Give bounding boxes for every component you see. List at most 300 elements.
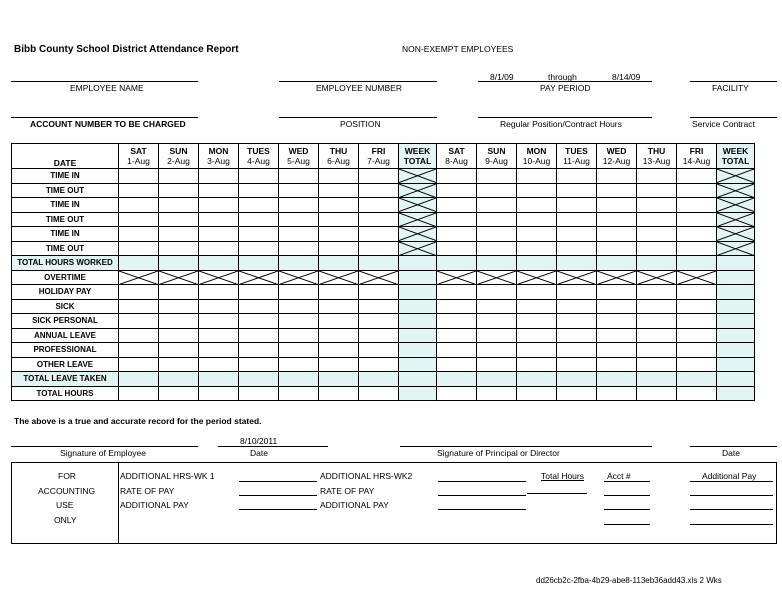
hours-cell[interactable] xyxy=(119,169,159,184)
hours-cell[interactable] xyxy=(477,299,517,314)
hours-cell[interactable] xyxy=(279,169,319,184)
hours-cell[interactable] xyxy=(677,372,717,387)
hours-cell[interactable] xyxy=(239,372,279,387)
hours-cell[interactable] xyxy=(199,241,239,256)
hours-cell[interactable] xyxy=(597,372,637,387)
hours-cell[interactable] xyxy=(637,328,677,343)
hours-cell[interactable] xyxy=(159,256,199,271)
hours-cell[interactable] xyxy=(119,314,159,329)
hours-cell[interactable] xyxy=(637,299,677,314)
hours-cell[interactable] xyxy=(119,227,159,242)
hours-cell[interactable] xyxy=(677,227,717,242)
hours-cell[interactable] xyxy=(359,169,399,184)
hours-cell[interactable] xyxy=(279,372,319,387)
hours-cell[interactable] xyxy=(319,227,359,242)
crossed-cell xyxy=(637,270,677,285)
hours-cell[interactable] xyxy=(597,198,637,213)
hours-cell[interactable] xyxy=(597,256,637,271)
hours-cell[interactable] xyxy=(597,285,637,300)
hours-cell[interactable] xyxy=(359,299,399,314)
hours-cell[interactable] xyxy=(597,299,637,314)
hours-cell[interactable] xyxy=(159,343,199,358)
grid-row xyxy=(12,285,755,300)
hours-cell[interactable] xyxy=(517,169,557,184)
rate-of-pay-2-line[interactable] xyxy=(438,495,526,496)
grid-row xyxy=(12,299,755,314)
hours-cell[interactable] xyxy=(477,328,517,343)
hours-cell[interactable] xyxy=(557,241,597,256)
week-total-cell[interactable] xyxy=(399,256,437,271)
hours-cell[interactable] xyxy=(239,183,279,198)
additional-pay-2-label: ADDITIONAL PAY xyxy=(320,500,389,510)
hours-cell[interactable] xyxy=(359,241,399,256)
employee-signature-line[interactable] xyxy=(11,446,198,447)
hours-cell[interactable] xyxy=(437,343,477,358)
hours-cell[interactable] xyxy=(239,241,279,256)
employee-name-line[interactable] xyxy=(11,81,198,82)
hours-cell[interactable] xyxy=(159,169,199,184)
hours-cell[interactable] xyxy=(359,372,399,387)
hours-cell[interactable] xyxy=(119,198,159,213)
hours-cell[interactable] xyxy=(119,241,159,256)
grid-row xyxy=(12,198,755,213)
hours-cell[interactable] xyxy=(637,241,677,256)
week-total-cell[interactable] xyxy=(717,270,755,285)
hours-cell[interactable] xyxy=(279,227,319,242)
hours-cell[interactable] xyxy=(597,314,637,329)
hours-cell[interactable] xyxy=(319,285,359,300)
hours-cell[interactable] xyxy=(239,299,279,314)
hours-cell[interactable] xyxy=(517,227,557,242)
week-total-cell[interactable] xyxy=(717,386,755,401)
hours-cell[interactable] xyxy=(637,212,677,227)
hours-cell[interactable] xyxy=(239,256,279,271)
week-total-cell[interactable] xyxy=(399,314,437,329)
crossed-cell xyxy=(557,270,597,285)
hours-cell[interactable] xyxy=(319,314,359,329)
hours-cell[interactable] xyxy=(119,183,159,198)
hours-cell[interactable] xyxy=(239,285,279,300)
crossed-cell xyxy=(717,227,755,242)
position-label: POSITION xyxy=(340,119,381,129)
day-date: 7-Aug xyxy=(367,156,390,166)
hours-cell[interactable] xyxy=(677,299,717,314)
hours-cell[interactable] xyxy=(359,198,399,213)
hours-cell[interactable] xyxy=(279,299,319,314)
hours-cell[interactable] xyxy=(119,372,159,387)
hours-cell[interactable] xyxy=(637,183,677,198)
row-label: TIME IN xyxy=(12,198,119,213)
hours-cell[interactable] xyxy=(597,357,637,372)
hours-cell[interactable] xyxy=(677,386,717,401)
week-total-cell[interactable] xyxy=(717,314,755,329)
hours-cell[interactable] xyxy=(159,285,199,300)
hours-cell[interactable] xyxy=(239,227,279,242)
hours-cell[interactable] xyxy=(279,183,319,198)
day-date: 3-Aug xyxy=(207,156,230,166)
day-header xyxy=(239,144,279,169)
additional-hrs-wk2-line[interactable] xyxy=(438,481,526,482)
hours-cell[interactable] xyxy=(359,357,399,372)
hours-cell[interactable] xyxy=(199,256,239,271)
hours-cell[interactable] xyxy=(597,227,637,242)
hours-cell[interactable] xyxy=(359,328,399,343)
hours-cell[interactable] xyxy=(319,256,359,271)
hours-cell[interactable] xyxy=(199,372,239,387)
hours-cell[interactable] xyxy=(159,183,199,198)
hours-cell[interactable] xyxy=(677,183,717,198)
hours-cell[interactable] xyxy=(279,256,319,271)
hours-cell[interactable] xyxy=(319,241,359,256)
hours-cell[interactable] xyxy=(477,372,517,387)
hours-cell[interactable] xyxy=(637,227,677,242)
additional-pay-line-2[interactable] xyxy=(690,495,773,496)
week-total-cell[interactable] xyxy=(399,372,437,387)
pay-period-start: 8/1/09 xyxy=(490,72,514,82)
hours-cell[interactable] xyxy=(119,212,159,227)
day-header xyxy=(597,144,637,169)
hours-cell[interactable] xyxy=(557,285,597,300)
employee-date-line[interactable] xyxy=(218,446,328,447)
hours-cell[interactable] xyxy=(477,285,517,300)
hours-cell[interactable] xyxy=(557,357,597,372)
hours-cell[interactable] xyxy=(279,386,319,401)
hours-cell[interactable] xyxy=(557,212,597,227)
hours-cell[interactable] xyxy=(477,343,517,358)
hours-cell[interactable] xyxy=(437,299,477,314)
employee-number-line[interactable] xyxy=(279,81,437,82)
hours-cell[interactable] xyxy=(477,198,517,213)
hours-cell[interactable] xyxy=(119,256,159,271)
crossed-cell xyxy=(239,270,279,285)
hours-cell[interactable] xyxy=(159,198,199,213)
hours-cell[interactable] xyxy=(239,386,279,401)
week-total-cell[interactable] xyxy=(717,256,755,271)
hours-cell[interactable] xyxy=(477,169,517,184)
additional-pay-2-line[interactable] xyxy=(438,509,526,510)
service-contract-label: Service Contract xyxy=(692,119,755,129)
service-contract-line[interactable] xyxy=(690,117,777,118)
hours-cell[interactable] xyxy=(437,241,477,256)
hours-cell[interactable] xyxy=(319,372,359,387)
hours-cell[interactable] xyxy=(239,198,279,213)
week-total-cell[interactable] xyxy=(717,343,755,358)
hours-cell[interactable] xyxy=(677,343,717,358)
additional-pay-line-3[interactable] xyxy=(690,509,773,510)
hours-cell[interactable] xyxy=(517,386,557,401)
day-name: SUN xyxy=(169,146,188,156)
hours-cell[interactable] xyxy=(477,357,517,372)
hours-cell[interactable] xyxy=(597,328,637,343)
hours-cell[interactable] xyxy=(279,212,319,227)
hours-cell[interactable] xyxy=(597,386,637,401)
crossed-cell xyxy=(597,270,637,285)
hours-cell[interactable] xyxy=(359,212,399,227)
hours-cell[interactable] xyxy=(477,256,517,271)
week-total-cell[interactable] xyxy=(717,285,755,300)
week-total-cell[interactable] xyxy=(399,357,437,372)
hours-cell[interactable] xyxy=(159,357,199,372)
hours-cell[interactable] xyxy=(159,241,199,256)
day-header xyxy=(517,144,557,169)
hours-cell[interactable] xyxy=(119,357,159,372)
hours-cell[interactable] xyxy=(517,198,557,213)
hours-cell[interactable] xyxy=(199,212,239,227)
grid-row xyxy=(12,212,755,227)
week-total-cell[interactable] xyxy=(399,386,437,401)
grid-row xyxy=(12,270,755,285)
hours-cell[interactable] xyxy=(119,328,159,343)
hours-cell[interactable] xyxy=(437,198,477,213)
hours-cell[interactable] xyxy=(199,227,239,242)
hours-cell[interactable] xyxy=(477,386,517,401)
crossed-cell xyxy=(517,270,557,285)
hours-cell[interactable] xyxy=(279,285,319,300)
hours-cell[interactable] xyxy=(517,212,557,227)
principal-date-line[interactable] xyxy=(690,446,777,447)
hours-cell[interactable] xyxy=(437,227,477,242)
hours-cell[interactable] xyxy=(637,198,677,213)
hours-cell[interactable] xyxy=(359,256,399,271)
hours-cell[interactable] xyxy=(517,299,557,314)
facility-label: FACILITY xyxy=(712,83,749,93)
hours-cell[interactable] xyxy=(557,169,597,184)
hours-cell[interactable] xyxy=(319,386,359,401)
hours-cell[interactable] xyxy=(319,183,359,198)
hours-cell[interactable] xyxy=(557,343,597,358)
hours-cell[interactable] xyxy=(199,285,239,300)
hours-cell[interactable] xyxy=(477,212,517,227)
day-name: SUN xyxy=(487,146,506,156)
hours-cell[interactable] xyxy=(517,256,557,271)
hours-cell[interactable] xyxy=(319,169,359,184)
hours-cell[interactable] xyxy=(239,212,279,227)
hours-cell[interactable] xyxy=(637,314,677,329)
crossed-cell xyxy=(717,183,755,198)
acct-number-label: Acct # xyxy=(607,471,631,481)
hours-cell[interactable] xyxy=(557,183,597,198)
hours-cell[interactable] xyxy=(359,183,399,198)
day-date: 4-Aug xyxy=(247,156,270,166)
additional-hrs-wk1-label: ADDITIONAL HRS-WK 1 xyxy=(120,471,215,481)
hours-cell[interactable] xyxy=(517,285,557,300)
hours-cell[interactable] xyxy=(319,357,359,372)
hours-cell[interactable] xyxy=(159,212,199,227)
hours-cell[interactable] xyxy=(319,343,359,358)
hours-cell[interactable] xyxy=(677,212,717,227)
additional-pay-line-1[interactable] xyxy=(690,481,773,482)
hours-cell[interactable] xyxy=(119,386,159,401)
additional-pay-1-line[interactable] xyxy=(239,509,317,510)
acct-line-2[interactable] xyxy=(604,495,650,496)
regular-position-line[interactable] xyxy=(478,117,652,118)
hours-cell[interactable] xyxy=(677,314,717,329)
hours-cell[interactable] xyxy=(677,285,717,300)
hours-cell[interactable] xyxy=(517,241,557,256)
hours-cell[interactable] xyxy=(437,328,477,343)
week-total-cell[interactable] xyxy=(399,270,437,285)
total-hours-line[interactable] xyxy=(527,493,587,494)
hours-cell[interactable] xyxy=(199,183,239,198)
crossed-cell xyxy=(717,212,755,227)
week-total-cell[interactable] xyxy=(399,343,437,358)
day-header xyxy=(159,144,199,169)
week-total-cell[interactable] xyxy=(399,299,437,314)
pay-period-line[interactable] xyxy=(478,81,652,82)
hours-cell[interactable] xyxy=(319,299,359,314)
hours-cell[interactable] xyxy=(557,227,597,242)
day-header xyxy=(119,144,159,169)
hours-cell[interactable] xyxy=(319,328,359,343)
hours-cell[interactable] xyxy=(239,328,279,343)
hours-cell[interactable] xyxy=(677,357,717,372)
hours-cell[interactable] xyxy=(637,169,677,184)
row-label: OTHER LEAVE xyxy=(12,357,119,372)
hours-cell[interactable] xyxy=(359,314,399,329)
hours-cell[interactable] xyxy=(199,169,239,184)
hours-cell[interactable] xyxy=(517,183,557,198)
row-label: ANNUAL LEAVE xyxy=(12,328,119,343)
hours-cell[interactable] xyxy=(557,328,597,343)
hours-cell[interactable] xyxy=(159,328,199,343)
hours-cell[interactable] xyxy=(279,314,319,329)
hours-cell[interactable] xyxy=(199,343,239,358)
hours-cell[interactable] xyxy=(359,227,399,242)
hours-cell[interactable] xyxy=(557,198,597,213)
hours-cell[interactable] xyxy=(437,285,477,300)
hours-cell[interactable] xyxy=(437,169,477,184)
hours-cell[interactable] xyxy=(119,343,159,358)
week-total-cell[interactable] xyxy=(717,299,755,314)
hours-cell[interactable] xyxy=(319,212,359,227)
hours-cell[interactable] xyxy=(517,372,557,387)
hours-cell[interactable] xyxy=(637,357,677,372)
day-date: TOTAL xyxy=(403,156,432,166)
hours-cell[interactable] xyxy=(119,285,159,300)
hours-cell[interactable] xyxy=(477,241,517,256)
hours-cell[interactable] xyxy=(279,198,319,213)
hours-cell[interactable] xyxy=(597,343,637,358)
hours-cell[interactable] xyxy=(437,256,477,271)
week-total-cell[interactable] xyxy=(717,357,755,372)
hours-cell[interactable] xyxy=(557,256,597,271)
week-total-cell[interactable] xyxy=(717,328,755,343)
acct-line-3[interactable] xyxy=(604,509,650,510)
hours-cell[interactable] xyxy=(597,183,637,198)
hours-cell[interactable] xyxy=(677,256,717,271)
hours-cell[interactable] xyxy=(477,314,517,329)
row-label: TOTAL LEAVE TAKEN xyxy=(12,372,119,387)
facility-line[interactable] xyxy=(690,81,777,82)
hours-cell[interactable] xyxy=(517,314,557,329)
hours-cell[interactable] xyxy=(159,227,199,242)
hours-cell[interactable] xyxy=(199,314,239,329)
hours-cell[interactable] xyxy=(597,212,637,227)
hours-cell[interactable] xyxy=(437,183,477,198)
hours-cell[interactable] xyxy=(199,299,239,314)
hours-cell[interactable] xyxy=(437,314,477,329)
hours-cell[interactable] xyxy=(637,343,677,358)
week-total-cell[interactable] xyxy=(717,372,755,387)
hours-cell[interactable] xyxy=(637,256,677,271)
hours-cell[interactable] xyxy=(677,241,717,256)
hours-cell[interactable] xyxy=(119,299,159,314)
hours-cell[interactable] xyxy=(239,169,279,184)
hours-cell[interactable] xyxy=(517,343,557,358)
additional-hrs-wk1-line[interactable] xyxy=(239,481,317,482)
hours-cell[interactable] xyxy=(557,314,597,329)
week-total-header xyxy=(717,144,755,169)
hours-cell[interactable] xyxy=(359,285,399,300)
hours-cell[interactable] xyxy=(239,357,279,372)
hours-cell[interactable] xyxy=(637,386,677,401)
hours-cell[interactable] xyxy=(517,328,557,343)
hours-cell[interactable] xyxy=(319,198,359,213)
hours-cell[interactable] xyxy=(477,227,517,242)
hours-cell[interactable] xyxy=(359,343,399,358)
crossed-cell xyxy=(399,241,437,256)
hours-cell[interactable] xyxy=(199,386,239,401)
day-name: MON xyxy=(526,146,547,156)
hours-cell[interactable] xyxy=(637,372,677,387)
day-name: THU xyxy=(329,146,348,156)
hours-cell[interactable] xyxy=(159,314,199,329)
day-date: 6-Aug xyxy=(327,156,350,166)
position-line[interactable] xyxy=(279,117,437,118)
account-number-line[interactable] xyxy=(11,117,198,118)
hours-cell[interactable] xyxy=(557,299,597,314)
hours-cell[interactable] xyxy=(159,372,199,387)
hours-cell[interactable] xyxy=(199,328,239,343)
principal-signature-line[interactable] xyxy=(400,446,652,447)
week-total-cell[interactable] xyxy=(399,285,437,300)
hours-cell[interactable] xyxy=(279,328,319,343)
hours-cell[interactable] xyxy=(239,314,279,329)
hours-cell[interactable] xyxy=(597,241,637,256)
hours-cell[interactable] xyxy=(517,357,557,372)
hours-cell[interactable] xyxy=(279,241,319,256)
week-total-cell[interactable] xyxy=(399,328,437,343)
hours-cell[interactable] xyxy=(437,212,477,227)
hours-cell[interactable] xyxy=(359,386,399,401)
hours-cell[interactable] xyxy=(677,198,717,213)
hours-cell[interactable] xyxy=(677,328,717,343)
hours-cell[interactable] xyxy=(597,169,637,184)
hours-cell[interactable] xyxy=(637,285,677,300)
pay-period-end: 8/14/09 xyxy=(612,72,641,82)
hours-cell[interactable] xyxy=(437,357,477,372)
hours-cell[interactable] xyxy=(239,343,279,358)
hours-cell[interactable] xyxy=(477,183,517,198)
acct-line-4[interactable] xyxy=(604,524,650,525)
hours-cell[interactable] xyxy=(159,386,199,401)
employee-number-label: EMPLOYEE NUMBER xyxy=(316,83,402,93)
hours-cell[interactable] xyxy=(199,357,239,372)
hours-cell[interactable] xyxy=(199,198,239,213)
acct-line-1[interactable] xyxy=(604,481,650,482)
hours-cell[interactable] xyxy=(279,343,319,358)
hours-cell[interactable] xyxy=(437,372,477,387)
hours-cell[interactable] xyxy=(557,386,597,401)
rate-of-pay-1-line[interactable] xyxy=(239,495,317,496)
hours-cell[interactable] xyxy=(279,357,319,372)
hours-cell[interactable] xyxy=(677,169,717,184)
report-subtitle: NON-EXEMPT EMPLOYEES xyxy=(402,44,514,54)
hours-cell[interactable] xyxy=(557,372,597,387)
additional-pay-line-4[interactable] xyxy=(690,524,773,525)
hours-cell[interactable] xyxy=(159,299,199,314)
hours-cell[interactable] xyxy=(437,386,477,401)
